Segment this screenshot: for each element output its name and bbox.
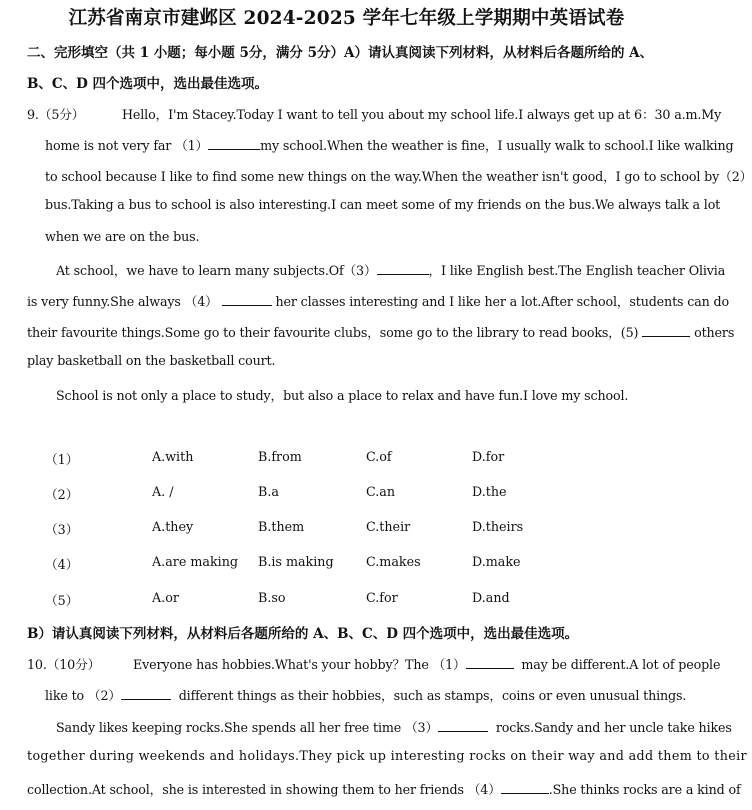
option-number: （5） [45, 593, 79, 608]
q9-line-5: when we are on the bus. [45, 229, 200, 244]
q10-line-1 [133, 654, 720, 673]
q9-line-7 [27, 291, 729, 310]
q9-blank-5 [642, 324, 690, 337]
option-number: （1） [45, 452, 79, 467]
q10-blank-3 [438, 719, 488, 732]
option-c: C.of [366, 449, 392, 464]
option-b: B.so [258, 590, 286, 605]
option-a: A.they [152, 519, 194, 534]
q9-number: 9.（5分） [27, 107, 85, 122]
q9-line-8-text-a: their favourite things.Some go to their favourite clubs，some go to the library to read books，(5) [27, 325, 639, 340]
option-b: B.a [258, 484, 279, 499]
q9-line-10: School is not only a place to study，but also a place to relax and have fun.I love my school. [56, 388, 629, 403]
section2-header-line1: 二、完形填空（共 1 小题；每小题 5分，满分 5分）A）请认真阅读下列材料，从材料后各题所给的 A、 [27, 45, 654, 61]
option-a: A.or [152, 590, 179, 605]
q9-line-4: bus.Taking a bus to school is also interesting.I can meet some of my friends on the bus.We always talk a lot [45, 197, 721, 212]
q9-line-6-text-b: ，I like English best.The English teacher Olivia [428, 263, 726, 278]
q9-line-1: Hello，I'm Stacey.Today I want to tell you about my school life.I always get up at 6：30 a.m.My [122, 107, 722, 122]
q9-line-2-text-b: my school.When the weather is fine，I usually walk to school.I like walking [260, 138, 734, 153]
q10-line-2-text-b: different things as their hobbies，such as stamps，coins or even unusual things. [178, 688, 687, 703]
option-a: A.are making [152, 554, 238, 569]
q9-line-8 [27, 322, 734, 341]
option-d: D.theirs [472, 519, 524, 534]
q10-blank-1 [466, 656, 514, 669]
option-b: B.from [258, 449, 302, 464]
q10-line-1-text-b: may be different.A lot of people [521, 657, 721, 672]
option-d: D.make [472, 554, 521, 569]
q10-line-4: together during weekends and holidays.They pick up interesting rocks on their way and add them to their [27, 748, 747, 763]
q9-line-7-text-a: is very funny.She always （4） [27, 294, 218, 309]
option-a: A. / [152, 484, 174, 499]
q9-line-7-text-b: her classes interesting and I like her a lot.After school，students can do [275, 294, 729, 309]
q9-blank-3 [377, 262, 429, 275]
option-c: C.makes [366, 554, 421, 569]
sectionB-header: B）请认真阅读下列材料，从材料后各题所给的 A、B、C、D 四个选项中，选出最佳选项。 [27, 626, 579, 642]
option-b: B.is making [258, 554, 334, 569]
q9-line-2-text-a: home is not very far （1） [45, 138, 209, 153]
q10-line-5-text-a: collection.At school，she is interested in showing them to her friends （4） [27, 782, 501, 797]
option-d: D.the [472, 484, 507, 499]
option-b: B.them [258, 519, 305, 534]
option-d: D.for [472, 449, 505, 464]
q10-line-2-text-a: like to （2） [45, 688, 121, 703]
q9-blank-4 [222, 293, 272, 306]
option-a: A.with [152, 449, 194, 464]
option-number: （3） [45, 522, 79, 537]
q10-line-5 [27, 779, 740, 798]
q10-line-2 [45, 685, 686, 704]
q10-line-1-text-a: Everyone has hobbies.What's your hobby？The （1） [133, 657, 466, 672]
q10-blank-2 [121, 687, 171, 700]
exam-title: 江苏省南京市建邺区 2024-2025 学年七年级上学期期中英语试卷 [68, 8, 625, 29]
q10-line-3 [56, 717, 732, 736]
option-c: C.for [366, 590, 398, 605]
q10-line-3-text-b: rocks.Sandy and her uncle take hikes [495, 720, 732, 735]
q10-line-3-text-a: Sandy likes keeping rocks.She spends all her free time （3） [56, 720, 439, 735]
q10-number: 10.（10分） [27, 657, 101, 672]
option-number: （4） [45, 557, 79, 572]
q9-line-2 [45, 135, 733, 154]
q9-line-3: to school because I like to find some new things on the way.When the weather isn't good，I go to school by（2） [45, 169, 752, 184]
option-number: （2） [45, 487, 79, 502]
option-c: C.an [366, 484, 396, 499]
q9-line-9: play basketball on the basketball court. [27, 353, 276, 368]
q9-line-6-text-a: At school，we have to learn many subjects.Of（3） [56, 263, 377, 278]
q9-line-6 [56, 260, 725, 279]
q10-blank-4 [501, 781, 549, 794]
q10-line-5-text-b: .She thinks rocks are a kind of [548, 782, 741, 797]
section2-header-line2: B、C、D 四个选项中，选出最佳选项。 [27, 76, 269, 92]
option-c: C.their [366, 519, 411, 534]
q9-blank-1 [208, 137, 260, 150]
option-d: D.and [472, 590, 510, 605]
q9-line-8-text-b: others [694, 325, 735, 340]
